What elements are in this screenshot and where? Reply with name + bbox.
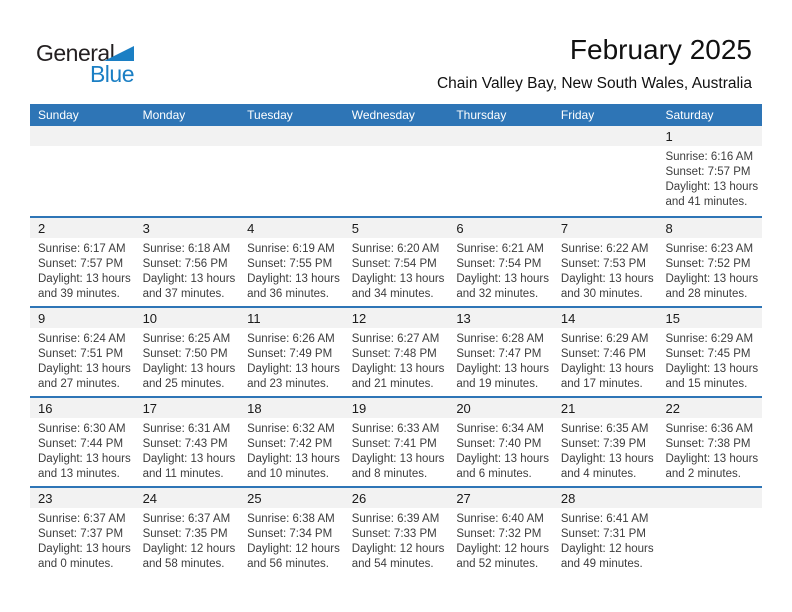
day-cell-empty — [553, 126, 658, 216]
day-cell-empty — [344, 126, 449, 216]
day-number-15: 15 — [657, 308, 762, 328]
day-number-empty — [344, 126, 449, 146]
day-details-24 — [135, 508, 240, 572]
daylight-text-line2: and 58 minutes. — [142, 558, 225, 570]
daylight-text-line1: Daylight: 13 hours — [665, 273, 759, 285]
sunrise-text: Sunrise: 6:17 AM — [38, 243, 126, 255]
day-cell-12 — [344, 308, 449, 396]
daylight-text-line2: and 4 minutes. — [560, 468, 637, 480]
weekday-header-thursday: Thursday — [456, 108, 507, 122]
day-number-3: 3 — [135, 218, 240, 238]
day-cell-19 — [344, 398, 449, 486]
calendar-week-row-5 — [30, 486, 762, 576]
day-details-1 — [657, 146, 762, 210]
day-cell-27 — [448, 488, 553, 576]
day-cell-5 — [344, 218, 449, 306]
day-number-6: 6 — [448, 218, 553, 238]
day-number-empty — [239, 126, 344, 146]
sunrise-text: Sunrise: 6:34 AM — [456, 423, 544, 435]
weekday-header-wednesday: Wednesday — [351, 108, 415, 122]
daylight-text-line1: Daylight: 12 hours — [247, 543, 340, 555]
daylight-text-line2: and 52 minutes. — [456, 558, 539, 570]
sunset-text: Sunset: 7:45 PM — [665, 348, 751, 360]
sunrise-text: Sunrise: 6:24 AM — [38, 333, 126, 345]
daylight-text-line1: Daylight: 13 hours — [38, 453, 131, 465]
sunset-text: Sunset: 7:42 PM — [247, 438, 333, 450]
sunrise-text: Sunrise: 6:37 AM — [38, 513, 126, 525]
page-title: February 2025 — [569, 34, 752, 65]
daylight-text-line2: and 28 minutes. — [665, 288, 748, 300]
day-cell-13 — [448, 308, 553, 396]
daylight-text-line2: and 21 minutes. — [351, 378, 434, 390]
sunrise-text: Sunrise: 6:21 AM — [456, 243, 544, 255]
calendar-weeks — [30, 126, 762, 576]
day-details-13 — [448, 328, 553, 392]
day-number-21: 21 — [553, 398, 658, 418]
sunrise-text: Sunrise: 6:19 AM — [247, 243, 335, 255]
sunset-text: Sunset: 7:37 PM — [38, 528, 124, 540]
day-cell-8 — [657, 218, 762, 306]
daylight-text-line1: Daylight: 13 hours — [351, 273, 445, 285]
day-cell-2 — [30, 218, 135, 306]
daylight-text-line2: and 6 minutes. — [456, 468, 532, 480]
daylight-text-line1: Daylight: 13 hours — [38, 543, 131, 555]
day-cell-10 — [135, 308, 240, 396]
day-details-6 — [448, 238, 553, 302]
day-details-7 — [553, 238, 658, 302]
day-cell-1 — [657, 126, 762, 216]
sunset-text: Sunset: 7:55 PM — [247, 258, 333, 270]
sunrise-text: Sunrise: 6:35 AM — [560, 423, 649, 435]
daylight-text-line2: and 13 minutes. — [38, 468, 120, 480]
sunset-text: Sunset: 7:57 PM — [665, 166, 751, 178]
sunset-text: Sunset: 7:38 PM — [665, 438, 751, 450]
daylight-text-line1: Daylight: 13 hours — [560, 363, 654, 375]
day-details-17 — [135, 418, 240, 482]
day-details-5 — [344, 238, 449, 302]
sunrise-text: Sunrise: 6:22 AM — [560, 243, 649, 255]
daylight-text-line1: Daylight: 13 hours — [142, 273, 236, 285]
sunset-text: Sunset: 7:48 PM — [351, 348, 437, 360]
sunrise-text: Sunrise: 6:29 AM — [560, 333, 649, 345]
daylight-text-line1: Daylight: 13 hours — [247, 273, 340, 285]
day-cell-21 — [553, 398, 658, 486]
day-cell-20 — [448, 398, 553, 486]
day-cell-22 — [657, 398, 762, 486]
sunset-text: Sunset: 7:41 PM — [351, 438, 437, 450]
daylight-text-line2: and 2 minutes. — [665, 468, 741, 480]
daylight-text-line2: and 30 minutes. — [560, 288, 643, 300]
sunrise-text: Sunrise: 6:26 AM — [247, 333, 335, 345]
day-number-19: 19 — [344, 398, 449, 418]
daylight-text-line1: Daylight: 13 hours — [560, 273, 654, 285]
day-details-15 — [657, 328, 762, 392]
sunset-text: Sunset: 7:44 PM — [38, 438, 124, 450]
day-cell-4 — [239, 218, 344, 306]
day-number-1: 1 — [657, 126, 762, 146]
sunset-text: Sunset: 7:50 PM — [142, 348, 228, 360]
day-details-26 — [344, 508, 449, 572]
day-cell-empty — [657, 488, 762, 576]
sunrise-text: Sunrise: 6:39 AM — [351, 513, 440, 525]
day-number-12: 12 — [344, 308, 449, 328]
day-number-26: 26 — [344, 488, 449, 508]
sunrise-text: Sunrise: 6:29 AM — [665, 333, 754, 345]
sunset-text: Sunset: 7:52 PM — [665, 258, 751, 270]
sunset-text: Sunset: 7:47 PM — [456, 348, 542, 360]
daylight-text-line1: Daylight: 12 hours — [456, 543, 550, 555]
sunset-text: Sunset: 7:56 PM — [142, 258, 228, 270]
day-details-3 — [135, 238, 240, 302]
day-details-20 — [448, 418, 553, 482]
daylight-text-line1: Daylight: 13 hours — [247, 453, 340, 465]
sunset-text: Sunset: 7:31 PM — [560, 528, 646, 540]
daylight-text-line1: Daylight: 13 hours — [456, 363, 550, 375]
day-number-empty — [135, 126, 240, 146]
day-number-10: 10 — [135, 308, 240, 328]
sunset-text: Sunset: 7:54 PM — [456, 258, 542, 270]
day-cell-15 — [657, 308, 762, 396]
day-number-5: 5 — [344, 218, 449, 238]
daylight-text-line2: and 25 minutes. — [142, 378, 225, 390]
day-number-16: 16 — [30, 398, 135, 418]
day-details-8 — [657, 238, 762, 302]
sunset-text: Sunset: 7:33 PM — [351, 528, 437, 540]
sunrise-text: Sunrise: 6:16 AM — [665, 151, 754, 163]
day-cell-9 — [30, 308, 135, 396]
sunset-text: Sunset: 7:35 PM — [142, 528, 228, 540]
day-cell-empty — [239, 126, 344, 216]
daylight-text-line2: and 17 minutes. — [560, 378, 643, 390]
day-cell-26 — [344, 488, 449, 576]
daylight-text-line2: and 39 minutes. — [38, 288, 120, 300]
daylight-text-line1: Daylight: 13 hours — [665, 181, 759, 193]
calendar-week-row-4 — [30, 396, 762, 486]
sunset-text: Sunset: 7:53 PM — [560, 258, 646, 270]
logo-text-general: General — [36, 40, 115, 66]
day-number-7: 7 — [553, 218, 658, 238]
sunset-text: Sunset: 7:51 PM — [38, 348, 124, 360]
daylight-text-line2: and 56 minutes. — [247, 558, 329, 570]
day-cell-24 — [135, 488, 240, 576]
weekday-header-friday: Friday — [560, 108, 595, 122]
sunrise-text: Sunrise: 6:41 AM — [560, 513, 649, 525]
day-number-27: 27 — [448, 488, 553, 508]
day-number-empty — [448, 126, 553, 146]
daylight-text-line1: Daylight: 12 hours — [142, 543, 236, 555]
sunrise-text: Sunrise: 6:25 AM — [142, 333, 231, 345]
sunset-text: Sunset: 7:57 PM — [38, 258, 124, 270]
day-details-25 — [239, 508, 344, 572]
sunrise-text: Sunrise: 6:18 AM — [142, 243, 231, 255]
day-cell-16 — [30, 398, 135, 486]
daylight-text-line1: Daylight: 13 hours — [665, 453, 759, 465]
calendar — [30, 104, 762, 576]
day-number-9: 9 — [30, 308, 135, 328]
sunrise-text: Sunrise: 6:28 AM — [456, 333, 544, 345]
daylight-text-line1: Daylight: 13 hours — [351, 363, 445, 375]
day-number-22: 22 — [657, 398, 762, 418]
day-details-21 — [553, 418, 658, 482]
day-number-4: 4 — [239, 218, 344, 238]
day-number-13: 13 — [448, 308, 553, 328]
title-block — [437, 34, 752, 93]
day-number-17: 17 — [135, 398, 240, 418]
daylight-text-line2: and 34 minutes. — [351, 288, 434, 300]
daylight-text-line1: Daylight: 13 hours — [456, 453, 550, 465]
calendar-week-row-1 — [30, 126, 762, 216]
day-number-11: 11 — [239, 308, 344, 328]
day-cell-3 — [135, 218, 240, 306]
daylight-text-line2: and 11 minutes. — [142, 468, 224, 480]
weekday-header-sunday: Sunday — [38, 108, 79, 122]
calendar-week-row-3 — [30, 306, 762, 396]
logo-text-blue: Blue — [89, 61, 134, 87]
daylight-text-line1: Daylight: 12 hours — [560, 543, 654, 555]
day-cell-25 — [239, 488, 344, 576]
daylight-text-line1: Daylight: 13 hours — [247, 363, 340, 375]
sunset-text: Sunset: 7:54 PM — [351, 258, 437, 270]
daylight-text-line1: Daylight: 13 hours — [142, 453, 236, 465]
day-cell-28 — [553, 488, 658, 576]
daylight-text-line1: Daylight: 13 hours — [142, 363, 236, 375]
daylight-text-line1: Daylight: 13 hours — [38, 273, 131, 285]
weekday-header-saturday: Saturday — [665, 108, 714, 122]
sunrise-text: Sunrise: 6:20 AM — [351, 243, 440, 255]
sunrise-text: Sunrise: 6:27 AM — [351, 333, 440, 345]
day-number-20: 20 — [448, 398, 553, 418]
sunrise-text: Sunrise: 6:37 AM — [142, 513, 231, 525]
sunrise-text: Sunrise: 6:32 AM — [247, 423, 335, 435]
day-cell-empty — [30, 126, 135, 216]
weekday-header-monday: Monday — [142, 108, 186, 122]
daylight-text-line1: Daylight: 12 hours — [351, 543, 445, 555]
sunrise-text: Sunrise: 6:38 AM — [247, 513, 335, 525]
day-cell-17 — [135, 398, 240, 486]
day-number-25: 25 — [239, 488, 344, 508]
daylight-text-line2: and 41 minutes. — [665, 196, 748, 208]
sunrise-text: Sunrise: 6:33 AM — [351, 423, 440, 435]
daylight-text-line1: Daylight: 13 hours — [456, 273, 550, 285]
weekday-header-tuesday: Tuesday — [247, 108, 293, 122]
sunset-text: Sunset: 7:40 PM — [456, 438, 542, 450]
daylight-text-line2: and 49 minutes. — [560, 558, 643, 570]
day-number-28: 28 — [553, 488, 658, 508]
sunrise-text: Sunrise: 6:30 AM — [38, 423, 126, 435]
day-details-14 — [553, 328, 658, 392]
sunrise-text: Sunrise: 6:31 AM — [142, 423, 231, 435]
sunset-text: Sunset: 7:49 PM — [247, 348, 333, 360]
day-cell-7 — [553, 218, 658, 306]
day-details-16 — [30, 418, 135, 482]
daylight-text-line2: and 54 minutes. — [351, 558, 434, 570]
sunset-text: Sunset: 7:46 PM — [560, 348, 646, 360]
day-details-10 — [135, 328, 240, 392]
day-number-24: 24 — [135, 488, 240, 508]
day-cell-11 — [239, 308, 344, 396]
day-details-27 — [448, 508, 553, 572]
day-number-empty — [553, 126, 658, 146]
calendar-week-row-2 — [30, 216, 762, 306]
day-details-2 — [30, 238, 135, 302]
daylight-text-line2: and 0 minutes. — [38, 558, 114, 570]
sunset-text: Sunset: 7:39 PM — [560, 438, 646, 450]
day-number-empty — [657, 488, 762, 508]
day-cell-23 — [30, 488, 135, 576]
day-number-empty — [30, 126, 135, 146]
weekday-header-row — [30, 104, 762, 126]
day-cell-14 — [553, 308, 658, 396]
daylight-text-line2: and 37 minutes. — [142, 288, 225, 300]
daylight-text-line2: and 15 minutes. — [665, 378, 748, 390]
daylight-text-line2: and 36 minutes. — [247, 288, 329, 300]
day-number-23: 23 — [30, 488, 135, 508]
day-cell-6 — [448, 218, 553, 306]
sunset-text: Sunset: 7:34 PM — [247, 528, 333, 540]
sunset-text: Sunset: 7:32 PM — [456, 528, 542, 540]
daylight-text-line2: and 32 minutes. — [456, 288, 539, 300]
day-cell-empty — [448, 126, 553, 216]
sunrise-text: Sunrise: 6:23 AM — [665, 243, 754, 255]
daylight-text-line2: and 10 minutes. — [247, 468, 329, 480]
day-details-9 — [30, 328, 135, 392]
sunrise-text: Sunrise: 6:36 AM — [665, 423, 754, 435]
day-details-18 — [239, 418, 344, 482]
general-blue-logo — [36, 40, 132, 86]
day-details-19 — [344, 418, 449, 482]
day-details-4 — [239, 238, 344, 302]
day-details-22 — [657, 418, 762, 482]
day-details-11 — [239, 328, 344, 392]
day-cell-18 — [239, 398, 344, 486]
day-number-8: 8 — [657, 218, 762, 238]
day-number-2: 2 — [30, 218, 135, 238]
daylight-text-line1: Daylight: 13 hours — [665, 363, 759, 375]
daylight-text-line2: and 19 minutes. — [456, 378, 539, 390]
daylight-text-line1: Daylight: 13 hours — [560, 453, 654, 465]
daylight-text-line1: Daylight: 13 hours — [351, 453, 445, 465]
daylight-text-line2: and 27 minutes. — [38, 378, 120, 390]
day-cell-empty — [135, 126, 240, 216]
daylight-text-line2: and 8 minutes. — [351, 468, 428, 480]
daylight-text-line2: and 23 minutes. — [247, 378, 329, 390]
sunrise-text: Sunrise: 6:40 AM — [456, 513, 544, 525]
daylight-text-line1: Daylight: 13 hours — [38, 363, 131, 375]
day-number-18: 18 — [239, 398, 344, 418]
page-subtitle: Chain Valley Bay, New South Wales, Australia — [436, 75, 752, 92]
sunset-text: Sunset: 7:43 PM — [142, 438, 228, 450]
day-details-23 — [30, 508, 135, 572]
day-details-12 — [344, 328, 449, 392]
day-details-28 — [553, 508, 658, 572]
day-number-14: 14 — [553, 308, 658, 328]
